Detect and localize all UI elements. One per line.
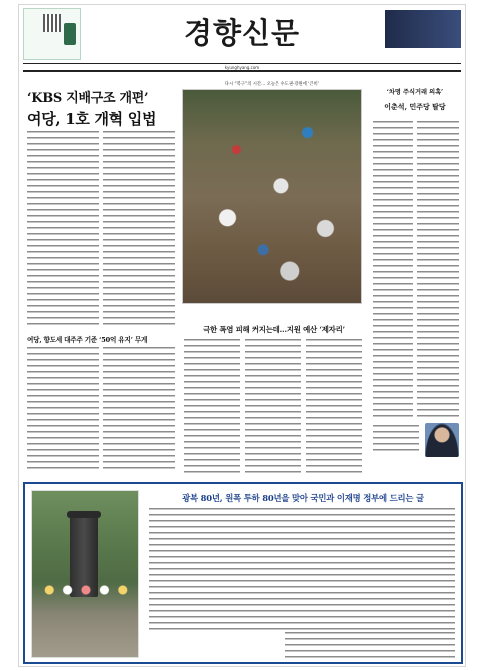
center-body-col-3 — [306, 339, 362, 473]
masthead-url: kyunghyang.com — [224, 65, 260, 70]
flood-debris-photo — [182, 89, 362, 304]
dateline — [23, 63, 461, 72]
center-body-col-1 — [184, 339, 240, 473]
bottom-advertisement — [23, 482, 463, 664]
right-kicker: ‘차명 주식거래 의혹’ — [386, 89, 444, 96]
secondary-body-col-2 — [103, 347, 175, 473]
photo-caption: 다시 “복구”의 시간… 오늘은 수도권·강원에 ‘큰비’ — [224, 82, 320, 87]
memorial-photo — [31, 490, 139, 658]
masthead-title: 경향신문 — [183, 16, 301, 50]
secondary-body-col-1 — [27, 347, 99, 473]
masthead-ad — [385, 10, 461, 48]
ad-signatories — [285, 632, 455, 658]
right-body-col-1 — [373, 121, 413, 417]
lead-body-col-2 — [103, 131, 175, 327]
columnist-photo — [425, 423, 459, 457]
ad-body-text — [149, 508, 455, 630]
secondary-headline: 여당, 향도세 대주주 기준 ‘50억 유지’ 무게 — [27, 336, 148, 344]
right-headline: 이춘석, 민주당 탈당 — [384, 102, 446, 111]
columnist-byline — [373, 425, 419, 455]
lead-headline: 여당, 1호 개혁 입법 — [27, 110, 157, 128]
ad-title: 광복 80년, 원폭 투하 80년을 맞아 국민과 이재명 정부에 드리는 글 — [182, 493, 424, 503]
lead-body-col-1 — [27, 131, 99, 327]
center-headline: 극한 폭염 피해 커지는데…지원 예산 ‘제자리’ — [203, 325, 345, 334]
lead-kicker: ‘KBS 지배구조 개편’ — [27, 91, 149, 106]
newspaper-front-page — [18, 4, 466, 667]
right-body-col-2 — [417, 121, 459, 417]
center-body-col-2 — [245, 339, 301, 473]
flower-wreaths — [40, 583, 132, 597]
